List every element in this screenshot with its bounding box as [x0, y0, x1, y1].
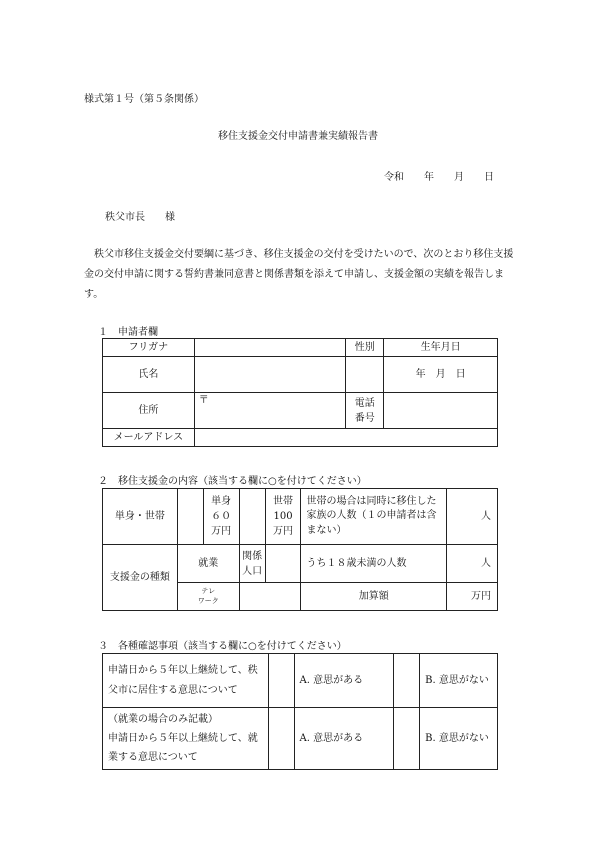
phone-label-line2: 番号 [354, 412, 375, 424]
employment-intent-text: 申請日から５年以上継続して、就業する意思について [108, 733, 258, 763]
household-line3: 万円 [273, 526, 294, 537]
single-mark-cell[interactable] [177, 489, 203, 545]
gender-input[interactable] [346, 357, 384, 393]
address-label: 住所 [103, 393, 195, 429]
name-input[interactable] [194, 357, 346, 393]
employment-intent-note: （就業の場合のみ記載） [108, 714, 218, 725]
residence-option-a: A. 意思がある [294, 654, 394, 708]
telework-blank-cell[interactable] [239, 583, 301, 611]
telework-line2: ワーク [197, 596, 219, 605]
furigana-label: フリガナ [103, 339, 195, 357]
date-line: 令和 年 月 日 [384, 172, 494, 183]
single-option [203, 489, 239, 545]
document-title: 移住支援金交付申請書兼実績報告書 [218, 131, 378, 142]
support-content-table [102, 488, 498, 611]
single-line3: 万円 [211, 526, 232, 537]
household-line2: 100 [273, 511, 293, 522]
telework-line1: テレ [201, 587, 216, 596]
single-line1: 単身 [211, 496, 232, 507]
birthdate-label: 生年月日 [384, 339, 498, 357]
residence-intent-question: 申請日から５年以上継続して、秩父市に居住する意思について [103, 654, 269, 708]
address-input[interactable] [194, 393, 346, 429]
residence-a-mark-cell[interactable] [268, 654, 294, 708]
employment-option-a: A. 意思がある [294, 708, 394, 770]
phone-label [346, 393, 384, 429]
telework-option[interactable] [177, 583, 239, 611]
employment-option[interactable]: 就業 [177, 545, 239, 583]
email-label: メールアドレス [103, 429, 195, 447]
gender-label: 性別 [346, 339, 384, 357]
section2-heading: ２ 移住支援金の内容（該当する欄に○を付けてください） [98, 476, 367, 487]
additional-amount-label: 加算額 [301, 583, 447, 611]
household-persons-unit[interactable]: 人 [447, 489, 498, 545]
employment-option-b: B. 意思がない [420, 708, 498, 770]
related-line1: 関係 [242, 550, 263, 562]
email-input[interactable] [194, 429, 497, 447]
employment-b-mark-cell[interactable] [394, 708, 420, 770]
related-blank-cell[interactable] [265, 545, 301, 583]
section1-heading: １ 申請者欄 [98, 327, 158, 338]
intro-paragraph: 秩父市移住支援金交付要綱に基づき、移住支援金の交付を受けたいので、次のとおり移住支援金の交付申請に関する誓約書兼同意書と関係書類を添えて申請し、支援金額の実績を報告します。 [84, 249, 514, 300]
single-line2: ６０ [211, 511, 232, 522]
addressee: 秩父市長 様 [105, 212, 175, 223]
additional-amount-unit[interactable]: 万円 [447, 583, 498, 611]
related-line2: 人口 [242, 565, 263, 577]
confirmation-table [102, 653, 498, 770]
residence-b-mark-cell[interactable] [394, 654, 420, 708]
postal-mark: 〒 [198, 395, 209, 406]
section3-heading: ３ 各種確認事項（該当する欄に○を付けてください） [98, 641, 347, 652]
single-household-label: 単身・世帯 [103, 489, 178, 545]
phone-label-line1: 電話 [354, 397, 375, 409]
employment-a-mark-cell[interactable] [268, 708, 294, 770]
residence-option-b: B. 意思がない [420, 654, 498, 708]
applicant-table [102, 338, 498, 447]
furigana-input[interactable] [194, 339, 346, 357]
household-mark-cell[interactable] [239, 489, 265, 545]
name-label: 氏名 [103, 357, 195, 393]
under18-persons-unit[interactable]: 人 [447, 545, 498, 583]
under18-label: うち１８歳未満の人数 [301, 545, 447, 583]
employment-intent-question [103, 708, 269, 770]
household-note: 世帯の場合は同時に移住した家族の人数（１の申請者は含まない） [301, 489, 447, 545]
form-number: 様式第１号（第５条関係） [84, 94, 204, 105]
phone-input[interactable] [384, 393, 498, 429]
related-population-option[interactable] [239, 545, 265, 583]
support-type-label: 支援金の種類 [103, 545, 178, 611]
household-line1: 世帯 [273, 496, 294, 507]
household-option [265, 489, 301, 545]
birthdate-value[interactable]: 年 月 日 [384, 357, 498, 393]
